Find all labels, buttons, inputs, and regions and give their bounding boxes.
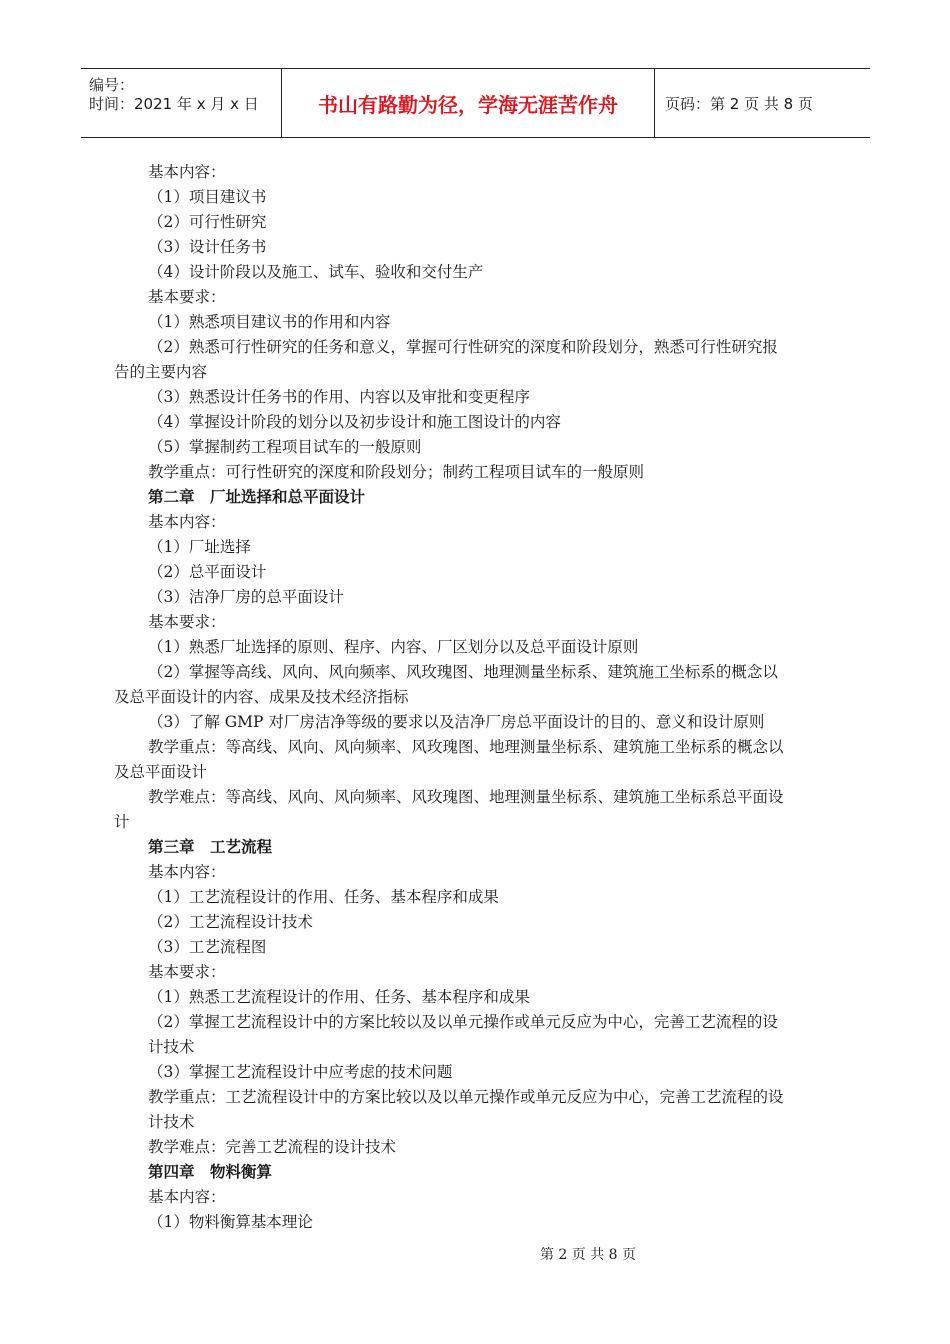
- body-line: （1）项目建议书: [148, 188, 267, 206]
- document-date: 时间：2021 年 x 月 x 日: [89, 95, 259, 113]
- chapter-heading: 第二章 厂址选择和总平面设计: [148, 488, 366, 506]
- header-motto: 书山有路勤为径，学海无涯苦作舟: [282, 69, 655, 137]
- body-line: （3）了解 GMP 对厂房洁净等级的要求以及洁净厂房总平面设计的目的、意义和设计原则: [148, 713, 765, 731]
- body-line: （4）掌握设计阶段的划分以及初步设计和施工图设计的内容: [148, 413, 561, 431]
- body-line: （2）掌握工艺流程设计中的方案比较以及以单元操作或单元反应为中心，完善工艺流程的设: [148, 1013, 778, 1031]
- body-line: 基本内容：: [148, 863, 226, 881]
- body-line: 教学重点：可行性研究的深度和阶段划分；制药工程项目试车的一般原则: [148, 463, 645, 481]
- header-page-code: 页码：第 2 页 共 8 页: [665, 94, 813, 113]
- body-line: （2）可行性研究: [148, 213, 267, 231]
- chapter-heading: 第四章 物料衡算: [148, 1163, 273, 1181]
- body-line: （5）掌握制药工程项目试车的一般原则: [148, 438, 422, 456]
- body-line: （1）物料衡算基本理论: [148, 1213, 313, 1231]
- body-line: 基本内容：: [148, 1188, 226, 1206]
- body-line: 基本内容：: [148, 513, 226, 531]
- page-footer: [0, 1244, 950, 1264]
- body-line: （2）总平面设计: [148, 563, 267, 581]
- document-body: [114, 160, 838, 1235]
- body-line: 教学难点：等高线、风向、风向频率、风玫瑰图、地理测量坐标系、建筑施工坐标系总平面设: [148, 788, 784, 806]
- body-line: 基本要求：: [148, 963, 226, 981]
- body-line: （3）设计任务书: [148, 238, 267, 256]
- body-line: （4）设计阶段以及施工、试车、验收和交付生产: [148, 263, 484, 281]
- body-line: （3）工艺流程图: [148, 938, 267, 956]
- body-line: 基本内容：: [148, 163, 226, 181]
- body-line: （2）熟悉可行性研究的任务和意义，掌握可行性研究的深度和阶段划分，熟悉可行性研究报: [148, 338, 778, 356]
- body-line: 及总平面设计的内容、成果及技术经济指标: [114, 688, 409, 706]
- body-line: 计技术: [148, 1113, 195, 1131]
- body-line: （1）熟悉厂址选择的原则、程序、内容、厂区划分以及总平面设计原则: [148, 638, 639, 656]
- body-line: 计技术: [148, 1038, 195, 1056]
- body-line: （1）熟悉工艺流程设计的作用、任务、基本程序和成果: [148, 988, 530, 1006]
- body-line: （1）工艺流程设计的作用、任务、基本程序和成果: [148, 888, 499, 906]
- header-meta: [81, 69, 282, 137]
- body-line: 基本要求：: [148, 288, 226, 306]
- document-number: 编号：: [89, 76, 135, 94]
- body-line: （2）掌握等高线、风向、风向频率、风玫瑰图、地理测量坐标系、建筑施工坐标系的概念以: [148, 663, 778, 681]
- body-line: 教学难点：完善工艺流程的设计技术: [148, 1138, 397, 1156]
- body-line: 告的主要内容: [114, 363, 208, 381]
- chapter-heading: 第三章 工艺流程: [148, 838, 273, 856]
- body-line: （3）熟悉设计任务书的作用、内容以及审批和变更程序: [148, 388, 530, 406]
- body-line: （3）掌握工艺流程设计中应考虑的技术问题: [148, 1063, 453, 1081]
- body-line: （2）工艺流程设计技术: [148, 913, 313, 931]
- body-line: （3）洁净厂房的总平面设计: [148, 588, 344, 606]
- body-line: 教学重点：工艺流程设计中的方案比较以及以单元操作或单元反应为中心，完善工艺流程的设: [148, 1088, 784, 1106]
- body-line: （1）熟悉项目建议书的作用和内容: [148, 313, 391, 331]
- body-line: 教学重点：等高线、风向、风向频率、风玫瑰图、地理测量坐标系、建筑施工坐标系的概念以: [148, 738, 784, 756]
- page-header: [81, 68, 870, 138]
- body-line: （1）厂址选择: [148, 538, 251, 556]
- body-line: 基本要求：: [148, 613, 226, 631]
- footer-page-number: 第 2 页 共 8 页: [539, 1247, 637, 1263]
- body-line: 计: [114, 813, 130, 831]
- body-line: 及总平面设计: [114, 763, 208, 781]
